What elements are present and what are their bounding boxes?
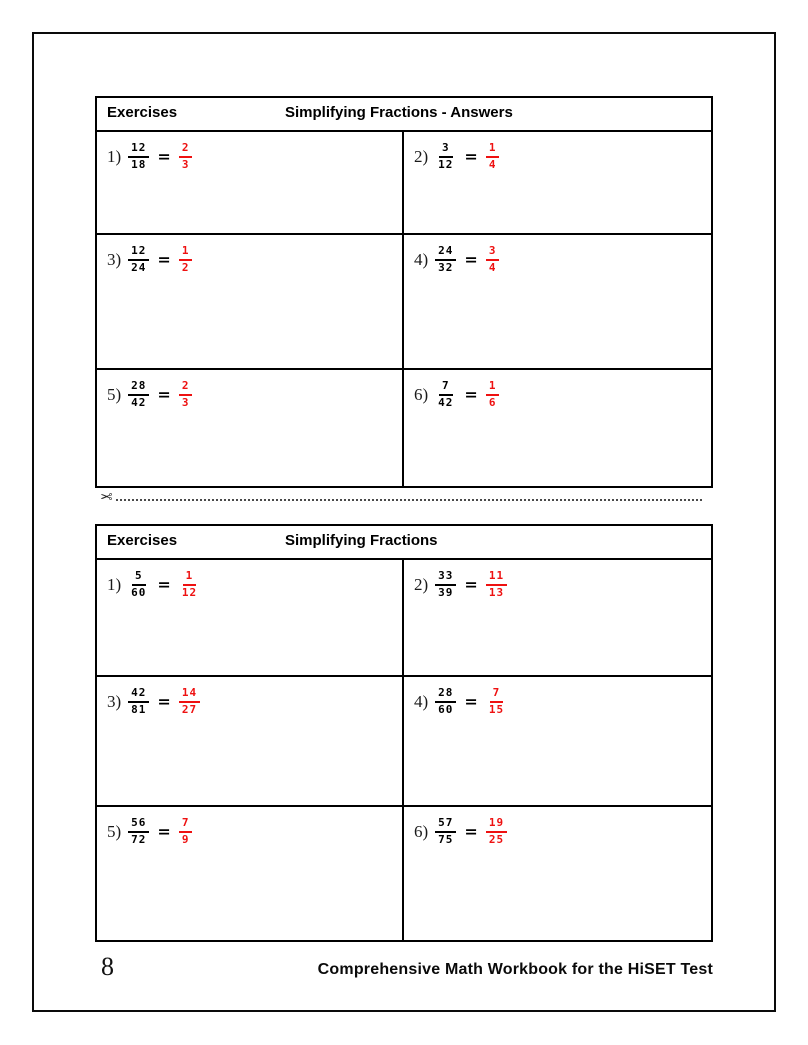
answer-denominator: 27 <box>181 702 198 716</box>
answer-denominator: 15 <box>488 702 505 716</box>
fraction-numerator: 7 <box>439 380 453 396</box>
fraction-numerator: 42 <box>128 687 149 703</box>
fraction-numerator: 57 <box>435 817 456 833</box>
problem-fraction <box>435 142 456 171</box>
answer-denominator: 13 <box>488 585 505 599</box>
fraction-denominator: 72 <box>131 832 147 846</box>
answer-numerator: 7 <box>490 687 504 703</box>
answer-fraction <box>179 245 193 274</box>
fraction-numerator: 24 <box>435 245 456 261</box>
table-row <box>97 235 711 370</box>
equals-sign: = <box>157 250 171 270</box>
answer-numerator: 14 <box>179 687 200 703</box>
page-number: 8 <box>101 952 114 981</box>
equals-sign: = <box>464 147 478 167</box>
problem-cell-5 <box>97 370 404 486</box>
exercises-table <box>95 524 713 942</box>
problem-cell-6 <box>404 370 711 486</box>
answer-denominator: 2 <box>181 260 190 274</box>
problem-cell-6 <box>404 807 711 940</box>
answer-denominator: 3 <box>181 395 190 409</box>
problem-cell-3 <box>97 677 404 805</box>
equals-sign: = <box>157 147 171 167</box>
problem-number: 6) <box>414 821 429 841</box>
answer-denominator: 4 <box>488 157 497 171</box>
dotted-rule <box>116 499 702 501</box>
problem-fraction <box>435 570 456 599</box>
equals-sign: = <box>464 385 478 405</box>
problem-fraction <box>128 817 149 846</box>
fraction-denominator: 42 <box>438 395 454 409</box>
fraction-denominator: 60 <box>131 585 147 599</box>
answer-fraction <box>486 817 507 846</box>
problem-5 <box>107 817 402 846</box>
problem-fraction <box>435 817 456 846</box>
problem-number: 2) <box>414 146 429 166</box>
equals-sign: = <box>157 575 171 595</box>
table-row <box>97 677 711 807</box>
answers-header-exercises-label: Exercises <box>107 104 178 121</box>
answer-numerator: 11 <box>486 570 507 586</box>
cut-line <box>100 487 702 505</box>
problem-cell-1 <box>97 132 404 233</box>
answer-numerator: 2 <box>179 380 193 396</box>
answer-fraction <box>179 142 193 171</box>
problem-fraction <box>128 142 149 171</box>
problem-number: 5) <box>107 384 122 404</box>
problem-4 <box>414 687 711 716</box>
answer-numerator: 19 <box>486 817 507 833</box>
answer-numerator: 1 <box>183 570 197 586</box>
problem-number: 5) <box>107 821 122 841</box>
problem-5 <box>107 380 402 409</box>
problem-cell-2 <box>404 560 711 675</box>
equals-sign: = <box>464 822 478 842</box>
table-row <box>97 807 711 940</box>
answer-fraction <box>179 570 200 599</box>
problem-number: 6) <box>414 384 429 404</box>
problem-cell-1 <box>97 560 404 675</box>
answers-header-title: Simplifying Fractions - Answers <box>285 104 513 121</box>
answer-denominator: 6 <box>488 395 497 409</box>
answer-denominator: 25 <box>488 832 505 846</box>
answer-numerator: 1 <box>486 142 500 158</box>
answer-fraction <box>486 570 507 599</box>
problem-number: 4) <box>414 691 429 711</box>
fraction-numerator: 12 <box>128 142 149 158</box>
fraction-denominator: 60 <box>438 702 454 716</box>
fraction-numerator: 56 <box>128 817 149 833</box>
answer-numerator: 1 <box>486 380 500 396</box>
problem-fraction <box>128 245 149 274</box>
problem-cell-4 <box>404 677 711 805</box>
fraction-numerator: 12 <box>128 245 149 261</box>
fraction-denominator: 81 <box>131 702 147 716</box>
answer-fraction <box>179 687 200 716</box>
fraction-numerator: 3 <box>439 142 453 158</box>
fraction-denominator: 42 <box>131 395 147 409</box>
answer-fraction <box>179 817 193 846</box>
answer-numerator: 3 <box>486 245 500 261</box>
problem-cell-5 <box>97 807 404 940</box>
problem-6 <box>414 380 711 409</box>
fraction-denominator: 39 <box>438 585 454 599</box>
fraction-numerator: 28 <box>435 687 456 703</box>
fraction-denominator: 12 <box>438 157 454 171</box>
answer-numerator: 7 <box>179 817 193 833</box>
fraction-denominator: 75 <box>438 832 454 846</box>
problem-number: 3) <box>107 691 122 711</box>
problem-fraction <box>435 380 456 409</box>
footer-book-title: Comprehensive Math Workbook for the HiSET Test <box>317 961 713 978</box>
problem-number: 1) <box>107 146 122 166</box>
equals-sign: = <box>464 692 478 712</box>
fraction-denominator: 18 <box>131 157 147 171</box>
problem-number: 3) <box>107 249 122 269</box>
answers-table <box>95 96 713 488</box>
fraction-numerator: 28 <box>128 380 149 396</box>
fraction-numerator: 5 <box>132 570 146 586</box>
answer-denominator: 4 <box>488 260 497 274</box>
exercises-header-exercises-label: Exercises <box>107 532 178 549</box>
problem-fraction <box>128 570 149 599</box>
table-row <box>97 560 711 677</box>
fraction-denominator: 24 <box>131 260 147 274</box>
answer-numerator: 2 <box>179 142 193 158</box>
answers-table-header <box>97 98 711 132</box>
problem-cell-2 <box>404 132 711 233</box>
answer-denominator: 12 <box>181 585 198 599</box>
problem-fraction <box>435 687 456 716</box>
answer-fraction <box>486 142 500 171</box>
answer-fraction <box>486 245 500 274</box>
answer-fraction <box>179 380 193 409</box>
answer-denominator: 9 <box>181 832 190 846</box>
problem-number: 1) <box>107 574 122 594</box>
scissors-icon: ✂ <box>100 489 113 506</box>
problem-number: 2) <box>414 574 429 594</box>
problem-3 <box>107 245 402 274</box>
problem-cell-3 <box>97 235 404 368</box>
equals-sign: = <box>157 692 171 712</box>
exercises-table-header <box>97 526 711 560</box>
equals-sign: = <box>157 385 171 405</box>
problem-cell-4 <box>404 235 711 368</box>
problem-3 <box>107 687 402 716</box>
fraction-denominator: 32 <box>438 260 454 274</box>
problem-1 <box>107 142 402 171</box>
fraction-numerator: 33 <box>435 570 456 586</box>
equals-sign: = <box>464 575 478 595</box>
answer-numerator: 1 <box>179 245 193 261</box>
problem-6 <box>414 817 711 846</box>
problem-fraction <box>435 245 456 274</box>
answer-fraction <box>486 687 507 716</box>
problem-2 <box>414 570 711 599</box>
problem-1 <box>107 570 402 599</box>
answer-fraction <box>486 380 500 409</box>
answer-denominator: 3 <box>181 157 190 171</box>
exercises-header-title: Simplifying Fractions <box>285 532 438 549</box>
equals-sign: = <box>157 822 171 842</box>
table-row <box>97 370 711 486</box>
problem-number: 4) <box>414 249 429 269</box>
problem-fraction <box>128 380 149 409</box>
table-row <box>97 132 711 235</box>
problem-4 <box>414 245 711 274</box>
problem-fraction <box>128 687 149 716</box>
problem-2 <box>414 142 711 171</box>
equals-sign: = <box>464 250 478 270</box>
